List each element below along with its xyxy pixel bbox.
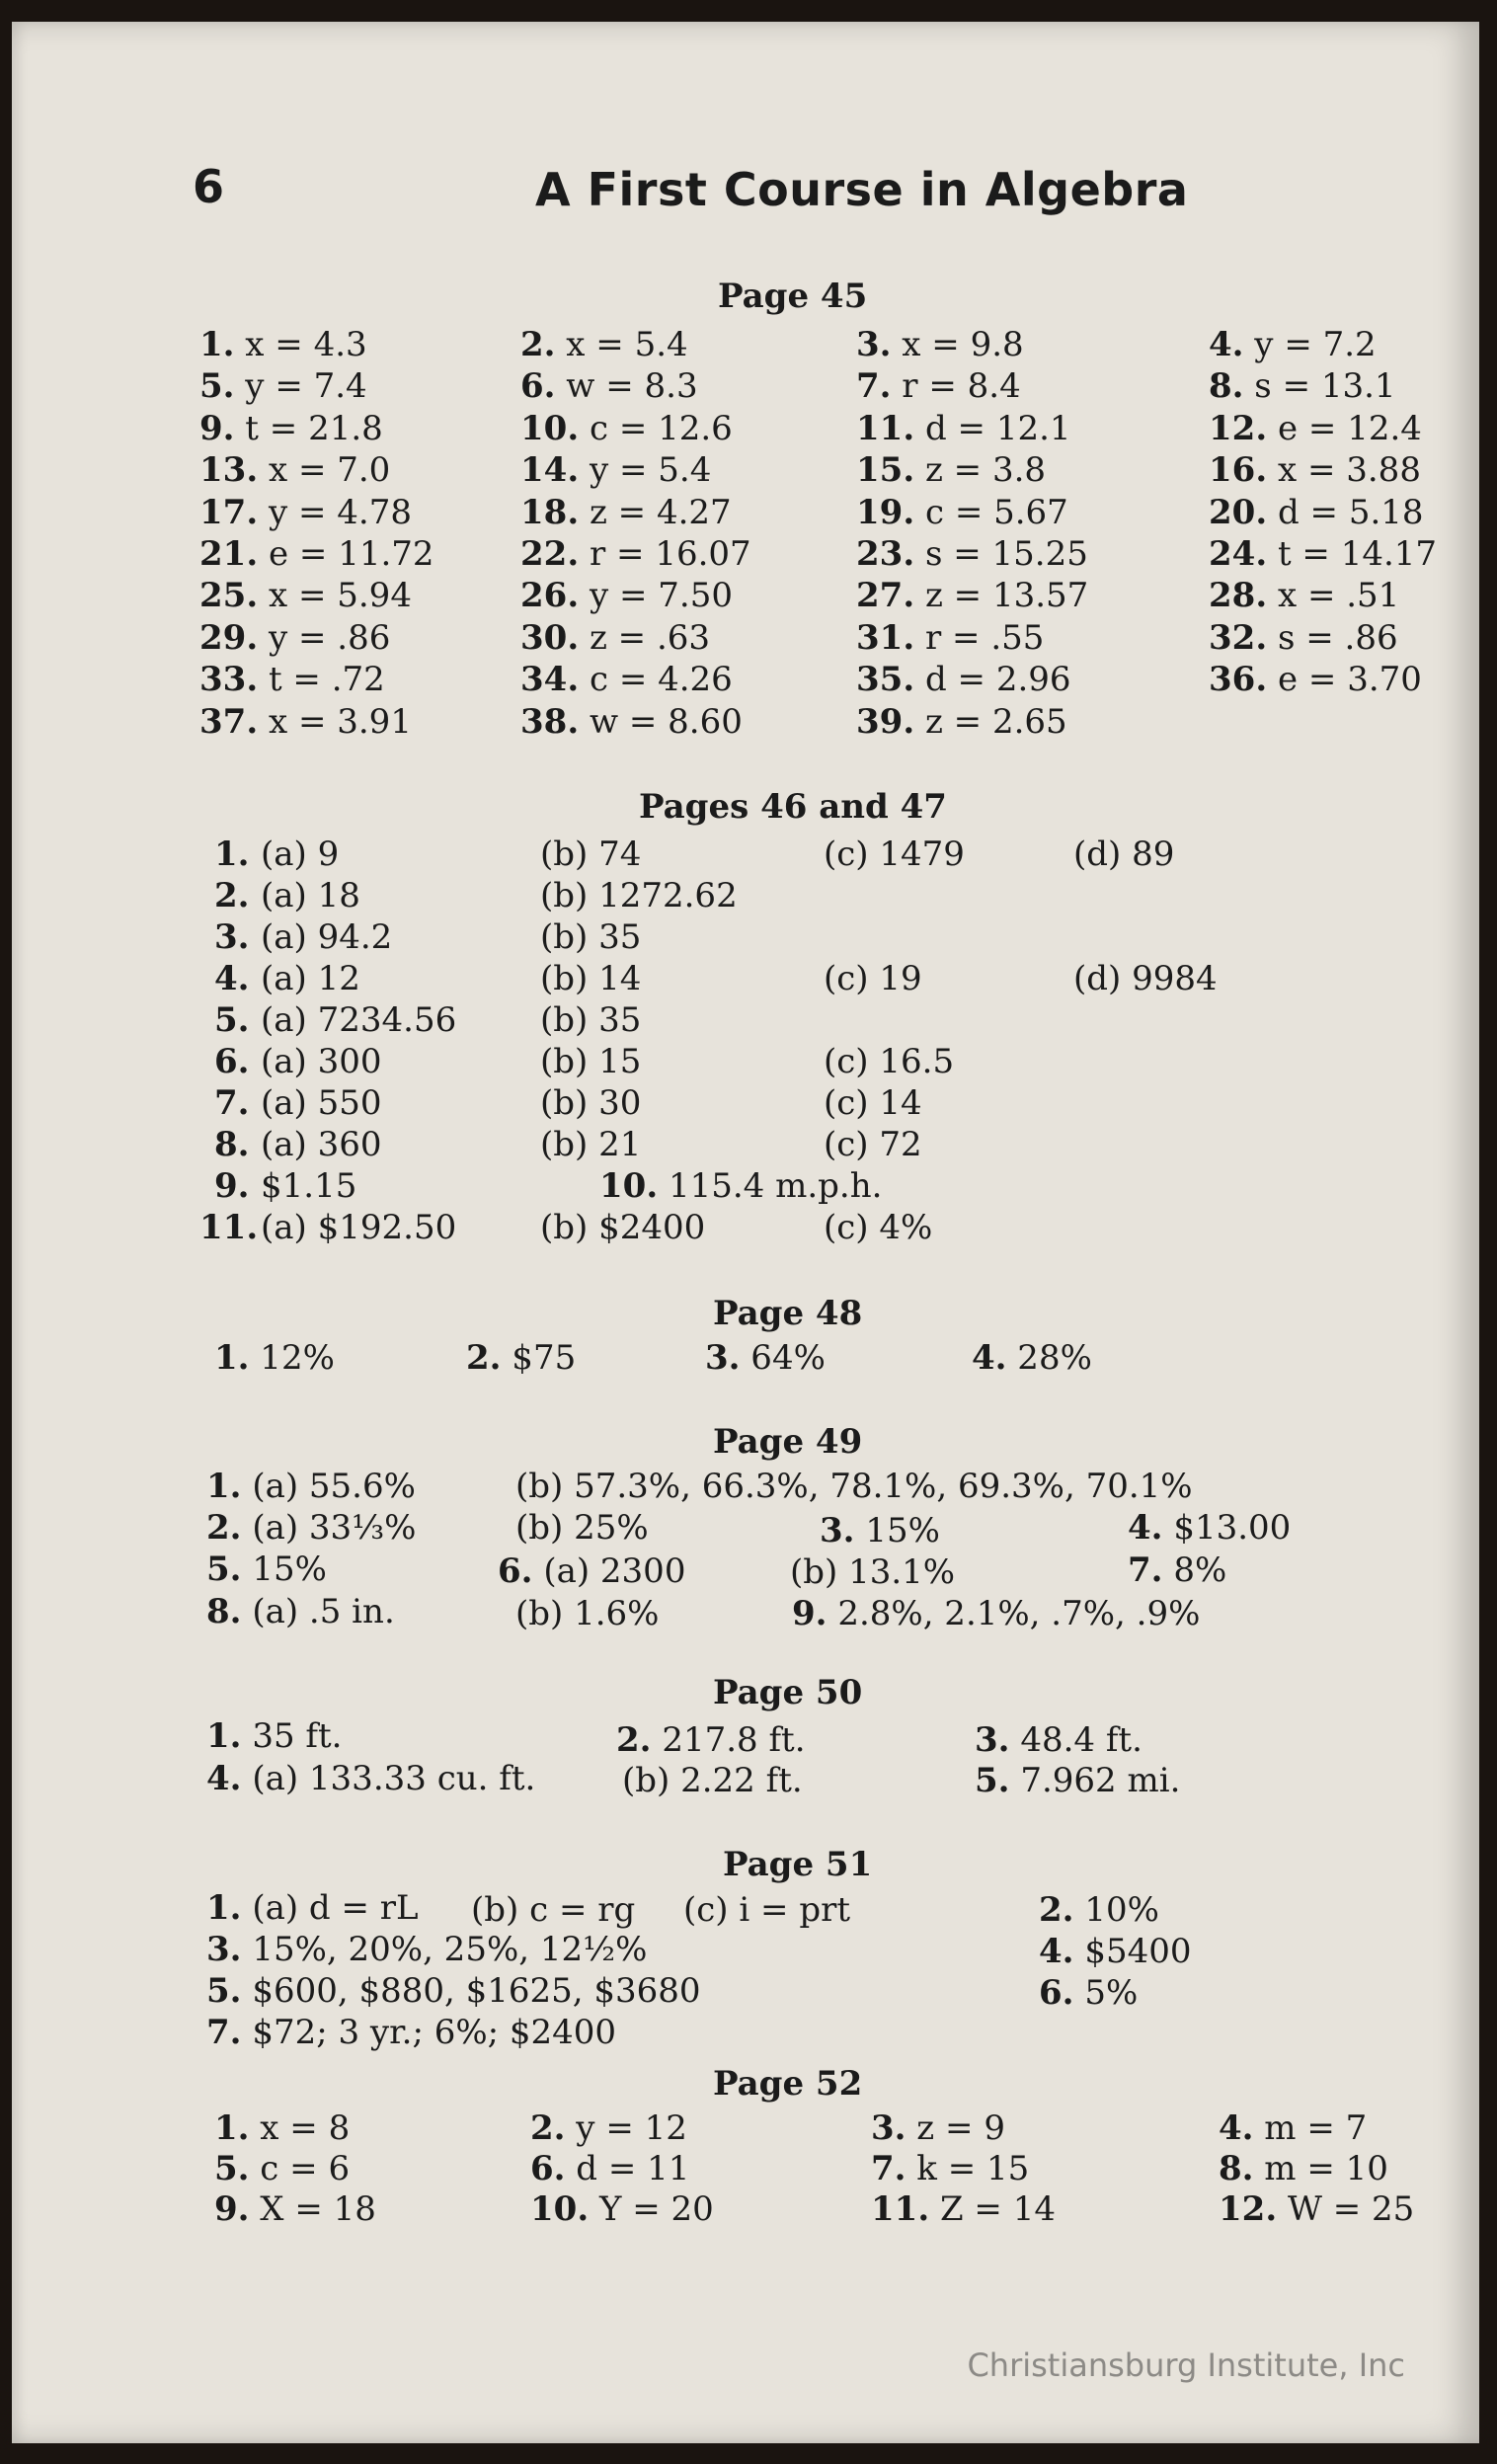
answer-p45-5: 5. y = 7.4 bbox=[199, 366, 367, 407]
answer-p52-2: 2. y = 12 bbox=[530, 2108, 687, 2148]
answer-p52-5: 5. c = 6 bbox=[214, 2149, 351, 2188]
answer-p46-8c: (c) 72 bbox=[824, 1125, 922, 1164]
answer-p45-27: 27. z = 13.57 bbox=[856, 576, 1089, 616]
section-title-pages-46-47: Pages 46 and 47 bbox=[639, 787, 947, 827]
answer-p45-37: 37. x = 3.91 bbox=[199, 701, 412, 742]
answer-p48-2: 2. $75 bbox=[466, 1338, 577, 1378]
answer-p52-8: 8. m = 10 bbox=[1219, 2149, 1388, 2188]
answer-p45-6: 6. w = 8.3 bbox=[520, 366, 698, 407]
answer-p45-1: 1. x = 4.3 bbox=[199, 325, 367, 364]
answer-p45-13: 13. x = 7.0 bbox=[199, 450, 391, 491]
answer-p51-1b: (b) c = rg bbox=[471, 1890, 636, 1930]
section-title-page-48: Page 48 bbox=[713, 1294, 863, 1333]
answer-p45-16: 16. x = 3.88 bbox=[1209, 450, 1421, 491]
answer-p46-9a: $1.15 bbox=[261, 1166, 357, 1206]
answer-p51-4: 4. $5400 bbox=[1039, 1932, 1192, 1971]
answer-p45-32: 32. s = .86 bbox=[1209, 617, 1398, 658]
answer-p52-7: 7. k = 15 bbox=[871, 2149, 1030, 2188]
answer-p48-4: 4. 28% bbox=[972, 1338, 1092, 1378]
answer-p45-20: 20. d = 5.18 bbox=[1209, 492, 1424, 532]
answer-p45-28: 28. x = .51 bbox=[1209, 576, 1400, 616]
answer-p46-8a: (a) 360 bbox=[261, 1125, 382, 1164]
answer-p45-31: 31. r = .55 bbox=[856, 617, 1045, 658]
section-title-page-49: Page 49 bbox=[713, 1422, 863, 1462]
answer-p49-6b: (b) 13.1% bbox=[790, 1552, 956, 1592]
answer-p52-12: 12. W = 25 bbox=[1219, 2189, 1415, 2229]
answer-p49-1b: (b) 57.3%, 66.3%, 78.1%, 69.3%, 70.1% bbox=[515, 1467, 1193, 1506]
answer-p50-4: 4. (a) 133.33 cu. ft. bbox=[206, 1759, 536, 1798]
answer-p46-num-2: 2. bbox=[214, 876, 250, 915]
section-title-page-50: Page 50 bbox=[713, 1673, 863, 1712]
answer-p45-35: 35. d = 2.96 bbox=[856, 660, 1071, 700]
answer-p45-38: 38. w = 8.60 bbox=[520, 701, 743, 742]
answer-p46-num-7: 7. bbox=[214, 1083, 250, 1123]
answer-p48-1: 1. 12% bbox=[214, 1338, 335, 1378]
answer-p45-12: 12. e = 12.4 bbox=[1209, 408, 1422, 448]
answer-p46-5b: (b) 35 bbox=[540, 1000, 642, 1040]
answer-p49-2: 2. (a) 33⅓% bbox=[206, 1508, 417, 1548]
answer-p51-1c: (c) i = prt bbox=[683, 1890, 851, 1930]
answer-p49-7: 7. 8% bbox=[1128, 1550, 1227, 1590]
answer-p48-3: 3. 64% bbox=[705, 1338, 826, 1378]
answer-p52-9: 9. X = 18 bbox=[214, 2189, 376, 2229]
answer-p46-num-5: 5. bbox=[214, 1000, 250, 1040]
answer-p51-5: 5. $600, $880, $1625, $3680 bbox=[206, 1971, 701, 2011]
answer-p45-25: 25. x = 5.94 bbox=[199, 576, 412, 616]
book-page bbox=[12, 22, 1479, 2443]
answer-p45-26: 26. y = 7.50 bbox=[520, 576, 733, 616]
answer-p45-4: 4. y = 7.2 bbox=[1209, 325, 1377, 364]
answer-p46-2b: (b) 1272.62 bbox=[540, 876, 738, 915]
answer-p49-6: 6. (a) 2300 bbox=[498, 1551, 686, 1591]
answer-p46-num-6: 6. bbox=[214, 1042, 250, 1081]
answer-p45-39: 39. z = 2.65 bbox=[856, 701, 1067, 742]
answer-p46-num-3: 3. bbox=[214, 917, 250, 957]
answer-p45-24: 24. t = 14.17 bbox=[1209, 534, 1438, 574]
answer-p45-22: 22. r = 16.07 bbox=[520, 534, 751, 574]
answer-p46-3a: (a) 94.2 bbox=[261, 917, 393, 957]
answer-p46-7b: (b) 30 bbox=[540, 1083, 642, 1123]
answer-p46-4a: (a) 12 bbox=[261, 959, 360, 998]
answer-p49-2b: (b) 25% bbox=[515, 1508, 649, 1548]
answer-p46-1b: (b) 74 bbox=[540, 835, 642, 874]
answer-p45-29: 29. y = .86 bbox=[199, 617, 391, 658]
answer-p46-7c: (c) 14 bbox=[824, 1083, 922, 1123]
answer-p45-33: 33. t = .72 bbox=[199, 660, 385, 700]
answer-p51-2: 2. 10% bbox=[1039, 1890, 1159, 1930]
answer-p46-num-10: 11. bbox=[199, 1208, 259, 1247]
watermark: Christiansburg Institute, Inc bbox=[967, 2346, 1405, 2384]
answer-p46-6b: (b) 15 bbox=[540, 1042, 642, 1081]
answer-p45-17: 17. y = 4.78 bbox=[199, 492, 412, 532]
answer-p46-num-4: 4. bbox=[214, 959, 250, 998]
answer-p45-34: 34. c = 4.26 bbox=[520, 660, 733, 700]
answer-p52-6: 6. d = 11 bbox=[530, 2149, 690, 2188]
answer-p46-1d: (d) 89 bbox=[1073, 835, 1175, 874]
answer-p51-6: 6. 5% bbox=[1039, 1973, 1139, 2013]
answer-p46-num-8: 8. bbox=[214, 1125, 250, 1164]
answer-p46-num-1: 1. bbox=[214, 835, 250, 874]
answer-p45-11: 11. d = 12.1 bbox=[856, 408, 1071, 448]
answer-p45-10: 10. c = 12.6 bbox=[520, 408, 733, 448]
answer-p46-10: 10. 115.4 m.p.h. bbox=[599, 1166, 883, 1206]
answer-p46-7a: (a) 550 bbox=[261, 1083, 382, 1123]
answer-p46-1c: (c) 1479 bbox=[824, 835, 965, 874]
answer-p50-3: 3. 48.4 ft. bbox=[975, 1720, 1142, 1760]
answer-p45-9: 9. t = 21.8 bbox=[199, 408, 383, 448]
answer-p46-5a: (a) 7234.56 bbox=[261, 1000, 457, 1040]
answer-p45-14: 14. y = 5.4 bbox=[520, 450, 712, 491]
answer-p45-30: 30. z = .63 bbox=[520, 617, 711, 658]
section-title-page-52: Page 52 bbox=[713, 2064, 863, 2104]
answer-p45-7: 7. r = 8.4 bbox=[856, 366, 1021, 407]
answer-p45-19: 19. c = 5.67 bbox=[856, 492, 1068, 532]
answer-p49-5: 5. 15% bbox=[206, 1550, 327, 1589]
answer-p46-8b: (b) 21 bbox=[540, 1125, 642, 1164]
answer-p46-3b: (b) 35 bbox=[540, 917, 642, 957]
answer-p45-3: 3. x = 9.8 bbox=[856, 325, 1024, 364]
answer-p51-3: 3. 15%, 20%, 25%, 12½% bbox=[206, 1930, 648, 1969]
answer-p46-10c: (c) 4% bbox=[824, 1208, 933, 1247]
answer-p46-10b: (b) $2400 bbox=[540, 1208, 706, 1247]
answer-p49-1: 1. (a) 55.6% bbox=[206, 1467, 416, 1506]
answer-p46-4b: (b) 14 bbox=[540, 959, 642, 998]
page-number: 6 bbox=[193, 160, 225, 213]
answer-p52-10: 10. Y = 20 bbox=[530, 2189, 714, 2229]
answer-p52-11: 11. Z = 14 bbox=[871, 2189, 1056, 2229]
answer-p46-4c: (c) 19 bbox=[824, 959, 922, 998]
answer-p49-9: 9. 2.8%, 2.1%, .7%, .9% bbox=[792, 1594, 1201, 1633]
answer-p49-8b: (b) 1.6% bbox=[515, 1594, 660, 1633]
answer-p45-15: 15. z = 3.8 bbox=[856, 450, 1047, 491]
answer-p52-3: 3. z = 9 bbox=[871, 2108, 1005, 2148]
answer-p52-4: 4. m = 7 bbox=[1219, 2108, 1368, 2148]
answer-p50-2: 2. 217.8 ft. bbox=[616, 1720, 806, 1760]
page-title: A First Course in Algebra bbox=[535, 163, 1189, 216]
answer-p45-8: 8. s = 13.1 bbox=[1209, 366, 1396, 407]
answer-p46-6c: (c) 16.5 bbox=[824, 1042, 955, 1081]
answer-p45-36: 36. e = 3.70 bbox=[1209, 660, 1422, 700]
answer-p46-2a: (a) 18 bbox=[261, 876, 360, 915]
answer-p50-5: 5. 7.962 mi. bbox=[975, 1761, 1181, 1800]
answer-p46-6a: (a) 300 bbox=[261, 1042, 382, 1081]
answer-p50-1: 1. 35 ft. bbox=[206, 1716, 343, 1756]
answer-p45-21: 21. e = 11.72 bbox=[199, 534, 434, 574]
answer-p49-4: 4. $13.00 bbox=[1128, 1508, 1292, 1548]
section-title-page-51: Page 51 bbox=[723, 1845, 873, 1884]
section-title-page-45: Page 45 bbox=[718, 277, 868, 316]
answer-p51-7: 7. $72; 3 yr.; 6%; $2400 bbox=[206, 2013, 617, 2052]
answer-p46-4d: (d) 9984 bbox=[1073, 959, 1218, 998]
answer-p49-3: 3. 15% bbox=[820, 1511, 940, 1550]
answer-p51-1: 1. (a) d = rL bbox=[206, 1888, 419, 1928]
answer-p52-1: 1. x = 8 bbox=[214, 2108, 351, 2148]
answer-p49-8: 8. (a) .5 in. bbox=[206, 1592, 395, 1631]
answer-p50-4b: (b) 2.22 ft. bbox=[622, 1761, 803, 1800]
answer-p46-num-9: 9. bbox=[214, 1166, 250, 1206]
answer-p45-23: 23. s = 15.25 bbox=[856, 534, 1088, 574]
answer-p45-2: 2. x = 5.4 bbox=[520, 325, 688, 364]
answer-p45-18: 18. z = 4.27 bbox=[520, 492, 732, 532]
answer-p46-1a: (a) 9 bbox=[261, 835, 340, 874]
answer-p46-10a: (a) $192.50 bbox=[261, 1208, 457, 1247]
